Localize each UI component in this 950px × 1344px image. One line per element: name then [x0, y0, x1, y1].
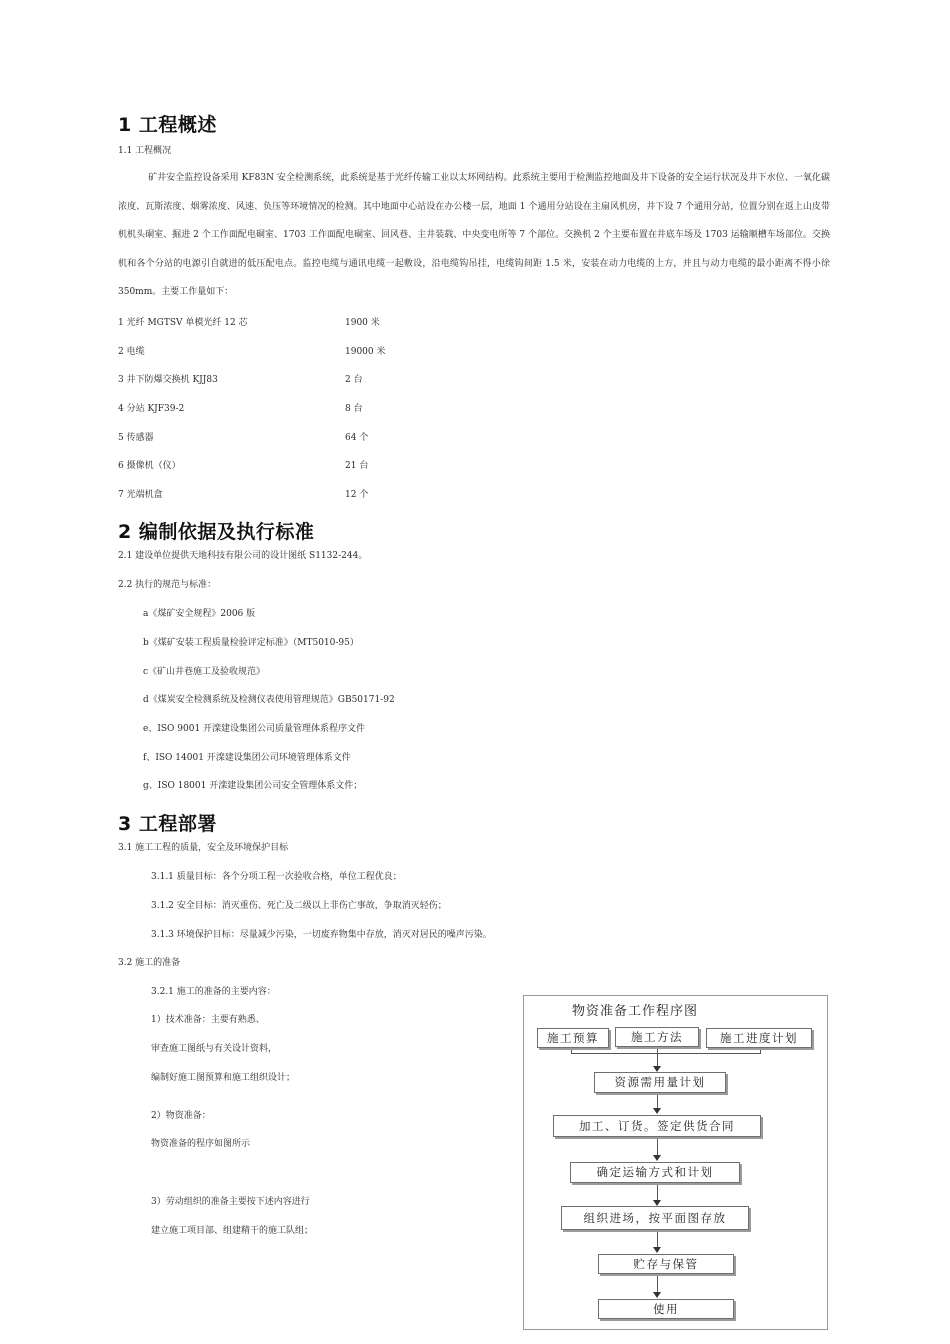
- flow-step-storage: 贮存与保管: [598, 1254, 734, 1274]
- arrow-down-icon: [653, 1247, 661, 1253]
- flow-step-transport: 确定运输方式和计划: [570, 1162, 740, 1183]
- connector: [657, 1095, 658, 1108]
- workload-qty: 19000 米: [345, 347, 386, 357]
- material-prep-flowchart: [523, 995, 828, 1330]
- material-prep-1: 2）物资准备：: [151, 1111, 211, 1121]
- standard-item: a《煤矿安全规程》2006 版: [143, 609, 256, 619]
- flow-box-budget: 施工预算: [537, 1028, 609, 1048]
- workload-qty: 1900 米: [345, 318, 380, 328]
- standard-item: b《煤矿安装工程质量检验评定标准》（MT5010-95）: [143, 638, 359, 648]
- connector: [657, 1185, 658, 1200]
- workload-qty: 8 台: [345, 404, 363, 414]
- connector: [657, 1048, 658, 1066]
- standard-item: c《矿山井巷施工及验收规范》: [143, 667, 266, 677]
- standard-item: e、ISO 9001 开滦建设集团公司质量管理体系程序文件: [143, 724, 366, 734]
- technical-prep-2: 审查施工图纸与有关设计资料，: [151, 1044, 278, 1054]
- arrow-down-icon: [653, 1292, 661, 1298]
- flow-box-schedule: 施工进度计划: [706, 1028, 812, 1048]
- labor-prep-1: 3）劳动组织的准备主要按下述内容进行: [151, 1197, 310, 1207]
- clause-3-2: 3.2 施工的准备: [118, 958, 181, 968]
- flow-box-method: 施工方法: [615, 1027, 699, 1047]
- paragraph-text: 矿井安全监控设备采用 KF83N 安全检测系统，此系统是基于光纤传输工业以太环网结构。此系统主要用于检测监控地面及井下设备的安全运行状况及井下水位、一氧化碳浓度、瓦斯浓度、烟雾浓度、风速、负压等环境情况的检测。其中地面中心站设在办公楼一层，地面 1 个通用分站设在主扇风机房，井下设 7 个通用分站，位置分别在返上山皮带机机头硐室、掘进 2 个工作面配电硐室、1703 工作面配电硐室、回风巷、主井装载、中央变电所等 7 个部位。交换机 2 个主要布置在井底车场及 1703 运输顺槽车场部位。交换机和各个分站的电源引自就进的低压配电点。监控电缆与通讯电缆一起敷设，沿电缆钩吊挂，电缆钩间距 1.5 米，安装在动力电缆的上方，并且与动力电缆的最小距离不得小徐 350mm。主要工作量如下：: [118, 173, 830, 298]
- standard-item: f、ISO 14001 开滦建设集团公司环境管理体系文件: [143, 753, 351, 763]
- labor-prep-2: 建立施工项目部、组建精干的施工队组；: [151, 1226, 314, 1236]
- flow-step-processing-order: 加工、订货。签定供货合同: [553, 1115, 761, 1137]
- workload-qty: 21 台: [345, 461, 369, 471]
- flow-step-use: 使用: [598, 1299, 734, 1319]
- section-2-heading: 2 编制依据及执行标准: [118, 521, 315, 543]
- technical-prep-3: 编制好施工图预算和施工组织设计；: [151, 1073, 296, 1083]
- arrow-down-icon: [653, 1155, 661, 1161]
- clause-2-1: 2.1 建设单位提供天地科技有限公司的设计图纸 S1132-244。: [118, 551, 368, 561]
- material-prep-2: 物资准备的程序如图所示: [151, 1139, 251, 1149]
- workload-item: 3 井下防爆交换机 KJJ83: [118, 375, 218, 385]
- workload-item: 6 摄像机（仪）: [118, 461, 181, 471]
- clause-2-2: 2.2 执行的规范与标准：: [118, 580, 217, 590]
- standard-item: d《煤炭安全检测系统及检测仪表使用管理规范》GB50171-92: [143, 695, 395, 705]
- workload-qty: 12 个: [345, 490, 369, 500]
- project-overview-paragraph: [118, 164, 830, 307]
- arrow-down-icon: [653, 1108, 661, 1114]
- clause-3-1-2: 3.1.2 安全目标：消灭重伤、死亡及二级以上非伤亡事故，争取消灭轻伤；: [151, 901, 447, 911]
- workload-item: 7 光端机盒: [118, 490, 163, 500]
- clause-3-1: 3.1 施工工程的质量，安全及环境保护目标: [118, 843, 289, 853]
- technical-prep-1: 1）技术准备：主要有熟悉、: [151, 1015, 265, 1025]
- workload-item: 2 电缆: [118, 347, 145, 357]
- workload-item: 5 传感器: [118, 433, 154, 443]
- section-1-heading: 1 工程概述: [118, 114, 217, 136]
- workload-qty: 2 台: [345, 375, 363, 385]
- connector: [657, 1232, 658, 1247]
- connector: [657, 1276, 658, 1292]
- workload-qty: 64 个: [345, 433, 369, 443]
- standard-item: g、ISO 18001 开滦建设集团公司安全管理体系文件；: [143, 781, 363, 791]
- clause-3-1-1: 3.1.1 质量目标：各个分项工程一次验收合格，单位工程优良；: [151, 872, 402, 882]
- flow-step-resource-plan: 资源需用量计划: [594, 1072, 726, 1093]
- section-3-heading: 3 工程部署: [118, 813, 217, 835]
- clause-3-1-3: 3.1.3 环境保护目标：尽量减少污染，一切废弃物集中存放，消灭对居民的噪声污染。: [151, 930, 492, 940]
- workload-item: 1 光纤 MGTSV 单模光纤 12 芯: [118, 318, 248, 328]
- connector: [657, 1139, 658, 1155]
- flow-step-site-storage: 组织进场，按平面图存放: [561, 1206, 749, 1230]
- flowchart-title: 物资准备工作程序图: [572, 1004, 699, 1019]
- clause-3-2-1: 3.2.1 施工的准备的主要内容：: [151, 987, 276, 997]
- workload-item: 4 分站 KJF39-2: [118, 404, 185, 414]
- connector: [571, 1053, 761, 1054]
- subsection-1-1: 1.1 工程概况: [118, 146, 172, 156]
